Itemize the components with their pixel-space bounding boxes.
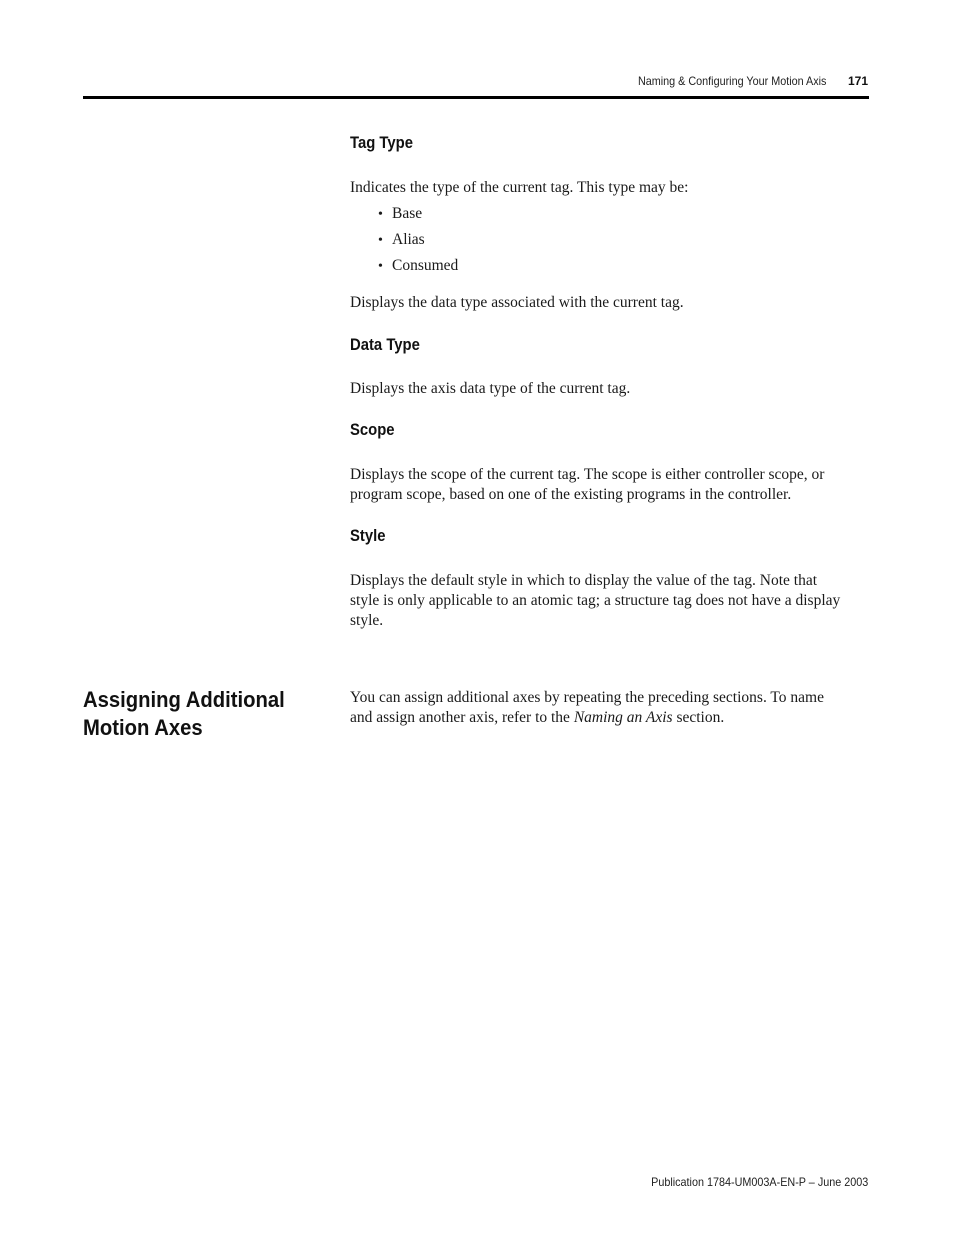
data-type-body: Displays the axis data type of the current tag. [350, 380, 631, 397]
heading-scope: Scope [350, 421, 395, 439]
bullet-icon: • [378, 233, 383, 248]
list-item: • Base [378, 201, 458, 227]
tag-type-list [378, 201, 458, 279]
bullet-icon: • [378, 259, 383, 274]
header-rule [83, 96, 869, 99]
scope-line-2: program scope, based on one of the existing programs in the controller. [350, 486, 792, 503]
assigning-line-1: You can assign additional axes by repeating the preceding sections. To name [350, 689, 824, 706]
tag-type-intro: Indicates the type of the current tag. This type may be: [350, 179, 689, 196]
heading-tag-type: Tag Type [350, 134, 413, 152]
list-item: • Consumed [378, 253, 458, 279]
style-line-1: Displays the default style in which to display the value of the tag. Note that [350, 572, 818, 589]
bullet-icon: • [378, 207, 383, 222]
style-line-3: style. [350, 612, 384, 629]
scope-line-1: Displays the scope of the current tag. The scope is either controller scope, or [350, 466, 825, 483]
list-item: • Alias [378, 227, 458, 253]
footer-publication: Publication 1784-UM003A-EN-P – June 2003 [650, 1175, 868, 1189]
heading-style: Style [350, 527, 386, 545]
heading-data-type: Data Type [350, 336, 420, 354]
assigning-line-2: and assign another axis, refer to the Naming an Axis section. [350, 709, 725, 726]
style-line-2: style is only applicable to an atomic tag; a structure tag does not have a display [350, 592, 841, 609]
page-number: 171 [847, 74, 868, 88]
cross-reference: Naming an Axis [573, 709, 673, 726]
tag-type-after: Displays the data type associated with the current tag. [350, 294, 684, 311]
section-heading-assigning: Assigning Additional Motion Axes [83, 687, 285, 740]
running-header-title: Naming & Configuring Your Motion Axis [637, 74, 826, 88]
